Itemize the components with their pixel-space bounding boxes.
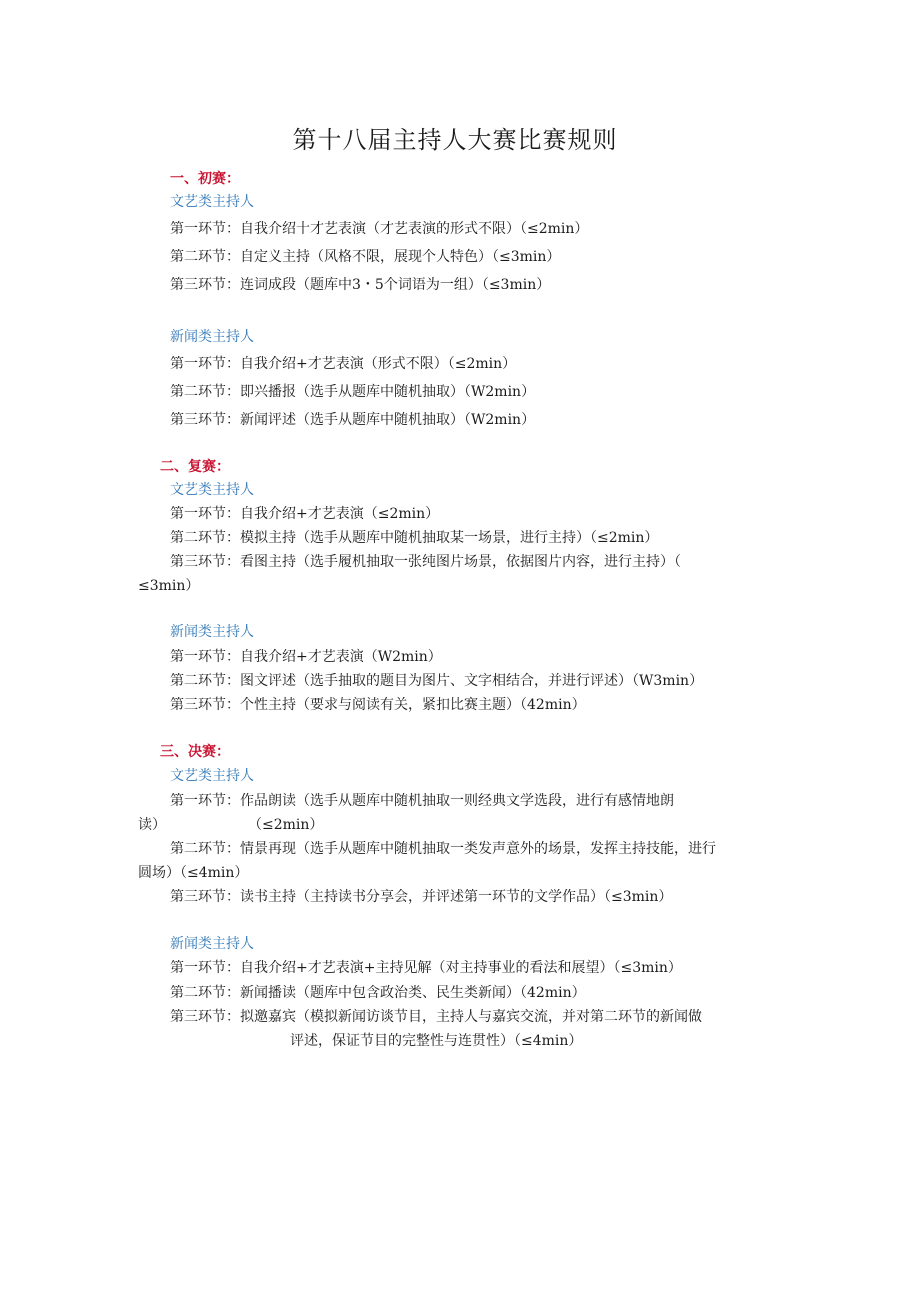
list-item: 第三环节：拟邀嘉宾（模拟新闻访谈节目，主持人与嘉宾交流，并对第二环节的新闻做 (170, 1009, 702, 1025)
page-title: 第十八届主持人大赛比赛规则 (292, 126, 618, 154)
category-label: 文艺类主持人 (170, 768, 254, 784)
list-item: 第二环节：图文评述（选手抽取的题目为图片、文字相结合，并进行评述）（W3min） (170, 673, 704, 689)
list-item: 第二环节：自定义主持（风格不限，展现个人特色）（≤3min） (170, 249, 561, 265)
category-label: 新闻类主持人 (170, 936, 254, 952)
list-item: 第一环节：自我介绍十才艺表演（才艺表演的形式不限）（≤2min） (170, 221, 589, 237)
round-heading-1: 一、初赛： (170, 171, 240, 187)
list-item-continuation: ≤3min） (138, 578, 200, 594)
category-label: 文艺类主持人 (170, 482, 254, 498)
list-item: 第三环节：看图主持（选手履机抽取一张纯图片场景，依据图片内容，进行主持）（ (170, 554, 681, 570)
category-label: 新闻类主持人 (170, 624, 254, 640)
list-item-continuation: 评述，保证节目的完整性与连贯性）（≤4min） (290, 1033, 583, 1049)
list-item: 第二环节：即兴播报（选手从题库中随机抽取）（W2min） (170, 384, 536, 400)
list-item-continuation: 读） (138, 817, 166, 833)
round-heading-2: 二、复赛： (160, 459, 230, 475)
list-item: 第三环节：连词成段（题库中3・5个词语为一组）（≤3min） (170, 277, 551, 293)
list-item: 第二环节：情景再现（选手从题库中随机抽取一类发声意外的场景，发挥主持技能，进行 (170, 841, 716, 857)
list-item-continuation: 圆场）（≤4min） (138, 865, 249, 881)
list-item: 第二环节：模拟主持（选手从题库中随机抽取某一场景，进行主持）（≤2min） (170, 530, 659, 546)
list-item: 第一环节：自我介绍+才艺表演（W2min） (170, 649, 442, 665)
list-item: 第一环节：自我介绍+才艺表演（形式不限）（≤2min） (170, 356, 517, 372)
list-item: 第一环节：作品朗读（选手从题库中随机抽取一则经典文学选段，进行有感情地朗 (170, 793, 674, 809)
round-heading-3: 三、决赛： (160, 744, 230, 760)
list-item: 第一环节：自我介绍+才艺表演（≤2min） (170, 506, 440, 522)
list-item: 第二环节：新闻播读（题库中包含政治类、民生类新闻）（42min） (170, 985, 586, 1001)
category-label: 新闻类主持人 (170, 329, 254, 345)
list-item: 第一环节：自我介绍+才艺表演+主持见解（对主持事业的看法和展望）（≤3min） (170, 960, 682, 976)
list-item-continuation: （≤2min） (248, 817, 324, 833)
list-item: 第三环节：读书主持（主持读书分享会，并评述第一环节的文学作品）（≤3min） (170, 889, 673, 905)
list-item: 第三环节：个性主持（要求与阅读有关，紧扣比赛主题）（42min） (170, 697, 586, 713)
category-label: 文艺类主持人 (170, 194, 254, 210)
list-item: 第三环节：新闻评述（选手从题库中随机抽取）（W2min） (170, 412, 536, 428)
